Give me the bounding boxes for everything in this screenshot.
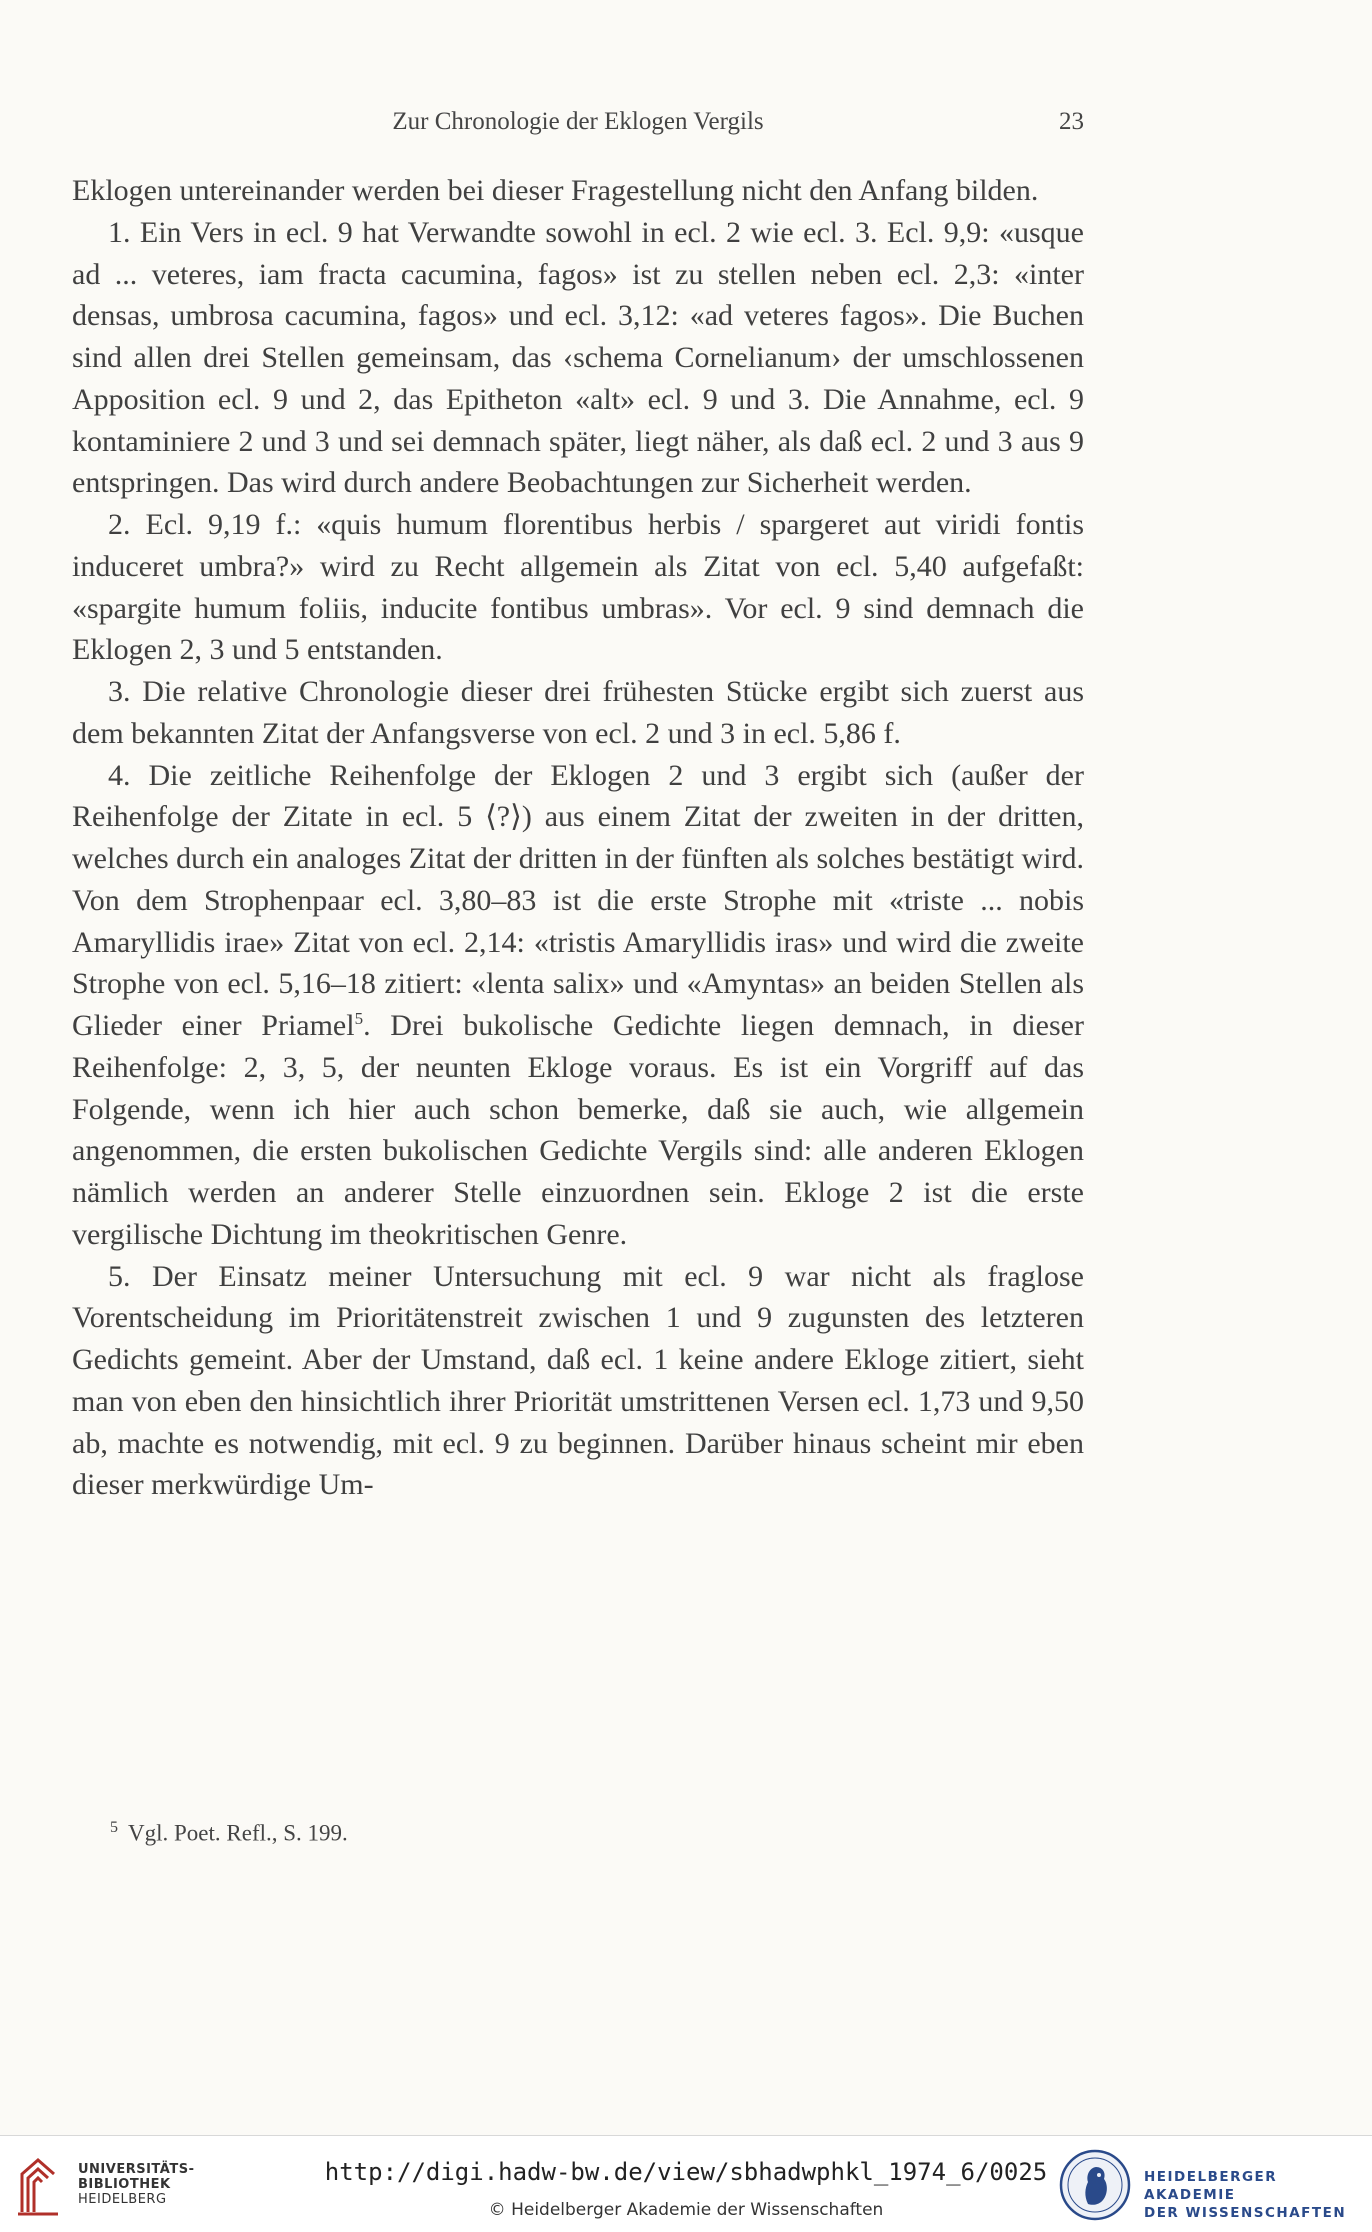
paragraph xyxy=(72,671,1084,755)
paragraph-text: Eklogen untereinander werden bei dieser Fragestellung nicht den Anfang bilden. xyxy=(72,174,1039,207)
paragraph xyxy=(72,504,1084,671)
permalink-url[interactable]: http://digi.hadw-bw.de/view/sbhadwphkl_1974_6/0025 xyxy=(324,2158,1048,2186)
academy-line-1: HEIDELBERGER AKADEMIE xyxy=(1144,2169,1278,2203)
copyright-notice: © Heidelberger Akademie der Wissenschaften xyxy=(488,2200,884,2220)
page-number: 23 xyxy=(1059,108,1084,135)
footnote-number: 5 xyxy=(110,1819,118,1836)
paragraph xyxy=(72,1256,1084,1507)
paragraph xyxy=(72,170,1084,212)
academy-line-2: DER WISSENSCHAFTEN xyxy=(1144,2205,1347,2221)
paragraph-text-continued: . Drei bukolische Gedichte liegen demnach, in dieser Reihenfolge: 2, 3, 5, der neunten Ekloge voraus. Es ist ein Vorgriff auf das Folgende, wenn ich hier auch schon bemerke, daß sie auch, wie allgemein angenommen, die ersten bukolischen Gedichte Vergils sind: alle anderen Eklogen nämlich werden an anderer Stelle einzuordnen sein. Ekloge 2 ist die erste vergilische Dichtung im theokritischen Genre. xyxy=(72,1009,1084,1251)
running-title: Zur Chronologie der Eklogen Vergils xyxy=(392,108,764,135)
footnote-reference[interactable]: 5 xyxy=(354,1009,364,1028)
paragraph-text: 4. Die zeitliche Reihenfolge der Eklogen 2 und 3 ergibt sich (außer der Reihenfolge der Zitate in ecl. 5 ⟨?⟩) aus einem Zitat der zweiten in der dritten, welches durch ein analoges Zitat der dritten in der fünften als solches bestätigt wird. Von dem Strophenpaar ecl. 3,80–83 ist die erste Strophe mit «triste ... nobis Amaryllidis irae» Zitat von ecl. 2,14: «tristis Amaryllidis iras» und wird die zweite Strophe von ecl. 5,16–18 zitiert: «lenta salix» und «Amyntas» an beiden Stellen als Glieder einer Priamel xyxy=(72,758,1084,1042)
library-line-1: UNIVERSITÄTS- xyxy=(78,2162,195,2177)
footnote xyxy=(110,1819,1010,1847)
paragraph xyxy=(72,212,1084,504)
paragraph-text: 3. Die relative Chronologie dieser drei frühesten Stücke ergibt sich zuerst aus dem bekannten Zitat der Anfangsverse von ecl. 2 und 3 in ecl. 5,86 f. xyxy=(72,675,1084,750)
footnote-text: Vgl. Poet. Refl., S. 199. xyxy=(128,1820,348,1846)
paragraph-text: 1. Ein Vers in ecl. 9 hat Verwandte sowohl in ecl. 2 wie ecl. 3. Ecl. 9,9: «usque ad ... veteres, iam fracta cacumina, fagos» ist zu stellen neben ecl. 2,3: «inter densas, umbrosa cacumina, fagos» und ecl. 3,12: «ad veteres fagos». Die Buchen sind allen drei Stellen gemeinsam, das ‹schema Cornelianum› der umschlossenen Apposition ecl. 9 und 2, das Epitheton «alt» ecl. 9 und 3. Die Annahme, ecl. 9 kontaminiere 2 und 3 und sei demnach später, liegt näher, als daß ecl. 2 und 3 aus 9 entspringen. Das wird durch andere Beobachtungen zur Sicherheit werden. xyxy=(72,215,1084,500)
paragraph xyxy=(72,755,1084,1256)
paragraph-text: 2. Ecl. 9,19 f.: «quis humum florentibus herbis / spargeret aut viridi fontis induceret umbra?» wird zu Recht allgemein als Zitat von ecl. 5,40 aufgefaßt: «spargite humum foliis, inducite fontibus umbras». Vor ecl. 9 sind demnach die Eklogen 2, 3 und 5 entstanden. xyxy=(72,508,1084,667)
body-text xyxy=(72,170,1084,1506)
paragraph-text: 5. Der Einsatz meiner Untersuchung mit ecl. 9 war nicht als fraglose Vorentscheidung im Prioritätenstreit zwischen 1 und 9 zugunsten des letzteren Gedichts gemeint. Aber der Umstand, daß ecl. 1 keine andere Ekloge zitiert, sieht man von eben den hinsichtlich ihrer Priorität umstrittenen Versen ecl. 1,73 und 9,50 ab, machte es notwendig, mit ecl. 9 zu beginnen. Darüber hinaus scheint mir eben dieser merkwürdige Um- xyxy=(72,1259,1084,1502)
running-head xyxy=(72,108,1084,148)
library-line-2: BIBLIOTHEK xyxy=(78,2177,171,2192)
library-line-3: HEIDELBERG xyxy=(78,2192,167,2207)
academy-name xyxy=(1144,2168,1372,2222)
academy-seal-icon[interactable] xyxy=(1058,2148,1132,2222)
digitization-footer xyxy=(0,2135,1372,2232)
